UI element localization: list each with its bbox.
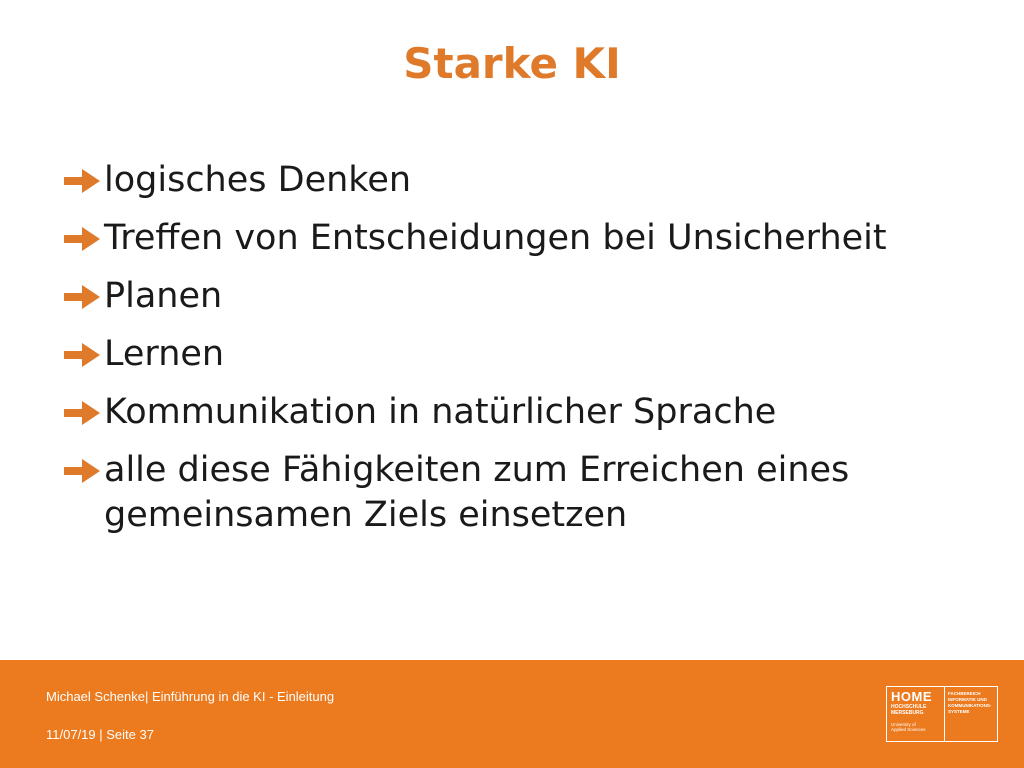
logo-dept-line4: SYSTEME	[948, 709, 970, 714]
arrow-right-icon	[62, 340, 104, 370]
footer-bar	[0, 660, 1024, 768]
bullet-text: Treffen von Entscheidungen bei Unsicherheit	[104, 218, 887, 258]
arrow-right-icon	[62, 398, 104, 428]
bullet-text: alle diese Fähigkeiten zum Erreichen eines gemeinsamen Ziels einsetzen	[104, 450, 850, 535]
logo-sub-line2: Applied Sciences	[891, 727, 926, 732]
university-logo	[886, 686, 998, 742]
logo-dept-line2: INFORMATIK UND	[948, 697, 987, 702]
slide-title: Starke KI	[403, 39, 621, 88]
logo-subtitle	[891, 722, 941, 732]
logo-mark: HOME	[891, 689, 932, 704]
bullet-item	[62, 390, 992, 435]
footer-author-line: Michael Schenke| Einführung in die KI - Einleitung	[46, 689, 335, 704]
bullet-text: logisches Denken	[104, 160, 412, 200]
logo-sub-line1: University of	[891, 722, 916, 727]
bullet-item	[62, 274, 992, 319]
logo-university-block	[887, 687, 945, 741]
arrow-right-icon	[62, 224, 104, 254]
footer-date-page: 11/07/19 | Seite 37	[46, 727, 154, 742]
logo-name	[891, 704, 941, 716]
logo-dept-line3: KOMMUNIKATIONS-	[948, 703, 992, 708]
arrow-right-icon	[62, 166, 104, 196]
bullet-item	[62, 332, 992, 377]
bullet-item	[62, 448, 992, 538]
bullet-item	[62, 158, 992, 203]
arrow-right-icon	[62, 282, 104, 312]
arrow-right-icon	[62, 456, 104, 486]
bullet-item	[62, 216, 992, 261]
bullet-text: Kommunikation in natürlicher Sprache	[104, 392, 777, 432]
logo-dept-line1: FACHBEREICH	[948, 691, 981, 696]
logo-department-block	[948, 691, 997, 715]
logo-name-line2: MERSEBURG	[891, 710, 924, 716]
bullet-text: Lernen	[104, 334, 225, 374]
logo-name-line1: HOCHSCHULE	[891, 704, 927, 710]
bullet-list	[62, 158, 992, 551]
bullet-text: Planen	[104, 276, 223, 316]
